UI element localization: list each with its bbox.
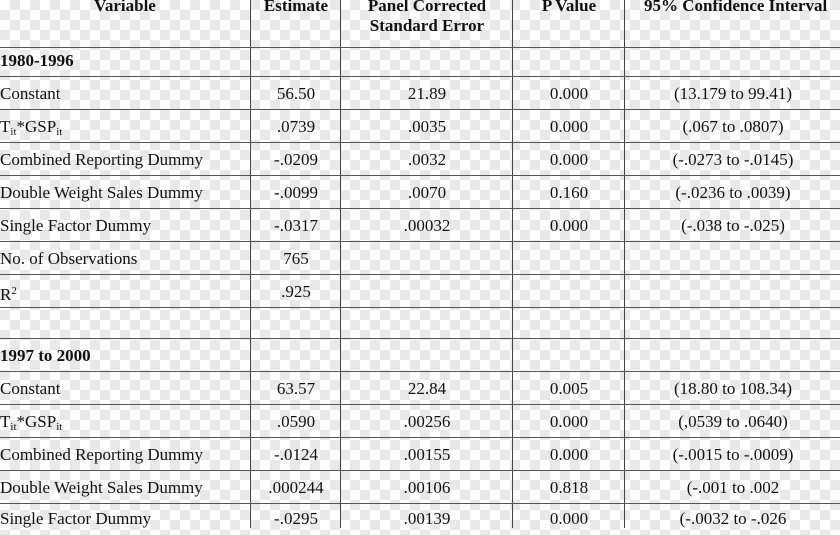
table-row [0, 372, 840, 405]
estimate-cell: -.0295 [274, 509, 318, 528]
p-value-cell: 0.000 [549, 412, 589, 431]
variable-superscript: 2 [11, 285, 17, 297]
variable-cell [0, 405, 250, 438]
se-cell: .00032 [403, 216, 451, 235]
se-cell [342, 275, 512, 308]
ci-cell: (-.0015 to -.0009) [672, 445, 794, 464]
variable-subscript: it [56, 421, 63, 433]
estimate-cell: -.0124 [274, 445, 318, 464]
header-p-value: P Value [541, 0, 597, 15]
table-row [0, 438, 840, 471]
p-value-cell [514, 275, 624, 308]
variable-cell: Constant [0, 379, 61, 398]
estimate-cell: -.0099 [274, 183, 318, 202]
ci-cell: (-.038 to -.025) [681, 216, 785, 235]
p-value-cell: 0.005 [549, 379, 589, 398]
p-value-cell: 0.000 [549, 216, 589, 235]
se-cell: 22.84 [407, 379, 447, 398]
variable-cell [0, 275, 250, 308]
variable-mid: *GSP [16, 412, 57, 431]
section-label: 1997 to 2000 [0, 346, 91, 365]
p-value-cell: 0.000 [549, 445, 589, 464]
table-row [0, 209, 840, 242]
ci-cell: (18.80 to 108.34) [673, 379, 793, 398]
se-cell: .00256 [403, 412, 451, 431]
variable-subscript: it [56, 126, 63, 138]
header-estimate: Estimate [263, 0, 329, 15]
se-cell: .00139 [403, 509, 451, 528]
header-variable: Variable [94, 0, 156, 15]
section-row-1997-2000 [0, 339, 840, 372]
variable-base: R [0, 285, 12, 304]
table-row [0, 143, 840, 176]
estimate-cell: .000244 [268, 478, 324, 497]
header-pcse-line1: Panel Corrected [367, 0, 487, 15]
estimate-cell: 63.57 [276, 379, 316, 398]
se-cell [342, 242, 512, 275]
estimate-cell: -.0317 [274, 216, 318, 235]
ci-cell: (.067 to .0807) [682, 117, 784, 136]
estimate-cell: -.0209 [274, 150, 318, 169]
ci-cell: (-.0273 to -.0145) [672, 150, 794, 169]
p-value-cell: 0.000 [549, 84, 589, 103]
p-value-cell: 0.000 [549, 509, 589, 528]
ci-cell: (-.0236 to .0039) [675, 183, 791, 202]
table-row [0, 405, 840, 438]
variable-cell: Single Factor Dummy [0, 216, 152, 235]
variable-cell: Combined Reporting Dummy [0, 150, 204, 169]
ci-cell: (13.179 to 99.41) [673, 84, 793, 103]
variable-base: T [0, 412, 11, 431]
table-row [0, 275, 840, 308]
table-row [0, 110, 840, 143]
p-value-cell: 0.160 [549, 183, 589, 202]
variable-subscript: it [10, 126, 17, 138]
header-pcse-line2: Standard Error [369, 16, 485, 35]
section-label: 1980-1996 [0, 51, 74, 70]
p-value-cell: 0.818 [549, 478, 589, 497]
estimate-cell: .0739 [276, 117, 316, 136]
estimate-cell: 765 [283, 249, 309, 268]
variable-cell [0, 110, 250, 143]
ci-cell: (-.0032 to -.026 [679, 509, 787, 528]
header-pcse [342, 0, 512, 44]
estimate-cell: .0590 [276, 412, 316, 431]
p-value-cell [514, 242, 624, 275]
table-row [0, 471, 840, 504]
estimate-cell: .925 [281, 282, 311, 301]
ci-cell [626, 242, 840, 275]
p-value-cell: 0.000 [549, 117, 589, 136]
table-row [0, 502, 840, 528]
se-cell: .0070 [407, 183, 447, 202]
ci-cell [626, 275, 840, 308]
section-row-1980-1996 [0, 44, 840, 77]
p-value-cell: 0.000 [549, 150, 589, 169]
table-row [0, 77, 840, 110]
variable-cell: Single Factor Dummy [0, 509, 152, 528]
table-row [0, 176, 840, 209]
se-cell: .0032 [407, 150, 447, 169]
variable-mid: *GSP [16, 117, 57, 136]
variable-cell: No. of Observations [0, 249, 138, 268]
variable-cell: Constant [0, 84, 61, 103]
table-row [0, 242, 840, 275]
header-ci: 95% Confidence Interval [644, 0, 828, 15]
variable-base: T [0, 117, 11, 136]
se-cell: .00155 [403, 445, 451, 464]
ci-cell: (,0539 to .0640) [678, 412, 788, 431]
estimate-cell: 56.50 [276, 84, 316, 103]
ci-cell: (-.001 to .002 [686, 478, 780, 497]
variable-cell: Double Weight Sales Dummy [0, 183, 203, 202]
variable-cell: Combined Reporting Dummy [0, 445, 204, 464]
variable-subscript: it [10, 421, 17, 433]
se-cell: .00106 [403, 478, 451, 497]
se-cell: 21.89 [407, 84, 447, 103]
variable-cell: Double Weight Sales Dummy [0, 478, 203, 497]
se-cell: .0035 [407, 117, 447, 136]
